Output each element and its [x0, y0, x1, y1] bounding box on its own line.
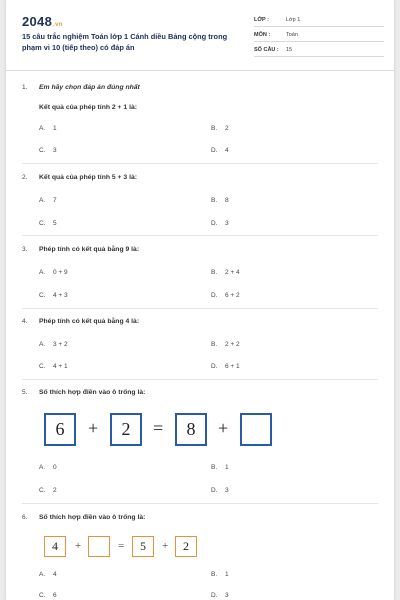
option-c[interactable]: C. 4 + 3 — [39, 292, 68, 299]
option-a[interactable]: A. 0 + 9 — [39, 269, 68, 276]
option-b[interactable]: B. 8 — [211, 197, 229, 204]
option-d[interactable]: D. 3 — [211, 592, 229, 599]
equals-symbol: = — [153, 418, 164, 438]
option-d[interactable]: D. 6 + 2 — [211, 292, 240, 299]
question-text: Kết quả của phép tính 5 + 3 là: — [39, 174, 138, 181]
option-a[interactable]: A. 1 — [39, 125, 57, 132]
option-c[interactable]: C. 3 — [39, 147, 57, 154]
question-text: Phép tính có kết quả bằng 4 là: — [39, 318, 140, 325]
equation-box: 2 — [175, 536, 197, 557]
option-a[interactable]: A. 4 — [39, 571, 57, 578]
option-d[interactable]: D. 4 — [211, 147, 229, 154]
question-number: 1. — [22, 84, 28, 91]
question-number: 5. — [22, 389, 28, 396]
plus-symbol: + — [88, 418, 99, 438]
equation-box: 6 — [44, 413, 76, 446]
option-a[interactable]: A. 7 — [39, 197, 57, 204]
option-b[interactable]: B. 2 + 4 — [211, 269, 240, 276]
site-logo[interactable]: 2048.vn — [22, 14, 63, 29]
option-b[interactable]: B. 1 — [211, 571, 229, 578]
question-instruction: Em hãy chọn đáp án đúng nhất — [39, 84, 140, 91]
header-divider — [6, 70, 394, 71]
option-d[interactable]: D. 3 — [211, 220, 229, 227]
meta-class: LỚP : Lớp 1 — [254, 15, 384, 27]
worksheet — [6, 0, 394, 600]
option-c[interactable]: C. 4 + 1 — [39, 363, 68, 370]
option-c[interactable]: C. 6 — [39, 592, 57, 599]
option-a[interactable]: A. 0 — [39, 464, 57, 471]
question-divider — [22, 163, 378, 164]
blank-answer-box[interactable] — [240, 413, 272, 446]
question-number: 4. — [22, 318, 28, 325]
question-text: Số thích hợp điền vào ô trống là: — [39, 389, 146, 396]
question-divider — [22, 503, 378, 504]
option-b[interactable]: B. 1 — [211, 464, 229, 471]
option-d[interactable]: D. 6 + 1 — [211, 363, 240, 370]
plus-symbol: + — [75, 540, 82, 552]
equation-box: 5 — [132, 536, 154, 557]
equation-box: 8 — [175, 413, 207, 446]
logo-suffix: .vn — [53, 22, 63, 28]
document-title: 15 câu trắc nghiệm Toán lớp 1 Cánh diều Bảng cộng trong phạm vi 10 (tiếp theo) có đáp án — [22, 32, 228, 52]
question-divider — [22, 379, 378, 380]
plus-symbol: + — [218, 418, 229, 438]
meta-subject: MÔN : Toán — [254, 30, 384, 42]
plus-symbol: + — [162, 540, 169, 552]
option-d[interactable]: D. 3 — [211, 487, 229, 494]
meta-question-count: SỐ CÂU : 15 — [254, 45, 384, 57]
question-text: Số thích hợp điền vào ô trống là: — [39, 514, 146, 521]
equation-box: 4 — [44, 536, 66, 557]
option-b[interactable]: B. 2 + 2 — [211, 341, 240, 348]
option-a[interactable]: A. 3 + 2 — [39, 341, 68, 348]
option-b[interactable]: B. 2 — [211, 125, 229, 132]
blank-answer-box[interactable] — [88, 536, 110, 557]
question-text: Kết quả của phép tính 2 + 1 là: — [39, 104, 138, 111]
option-c[interactable]: C. 5 — [39, 220, 57, 227]
question-divider — [22, 235, 378, 236]
question-divider — [22, 308, 378, 309]
question-number: 2. — [22, 174, 28, 181]
option-c[interactable]: C. 2 — [39, 487, 57, 494]
question-text: Phép tính có kết quả bằng 9 là: — [39, 246, 140, 253]
question-number: 3. — [22, 246, 28, 253]
question-number: 6. — [22, 514, 28, 521]
equation-box: 2 — [110, 413, 142, 446]
equals-symbol: = — [118, 540, 125, 552]
